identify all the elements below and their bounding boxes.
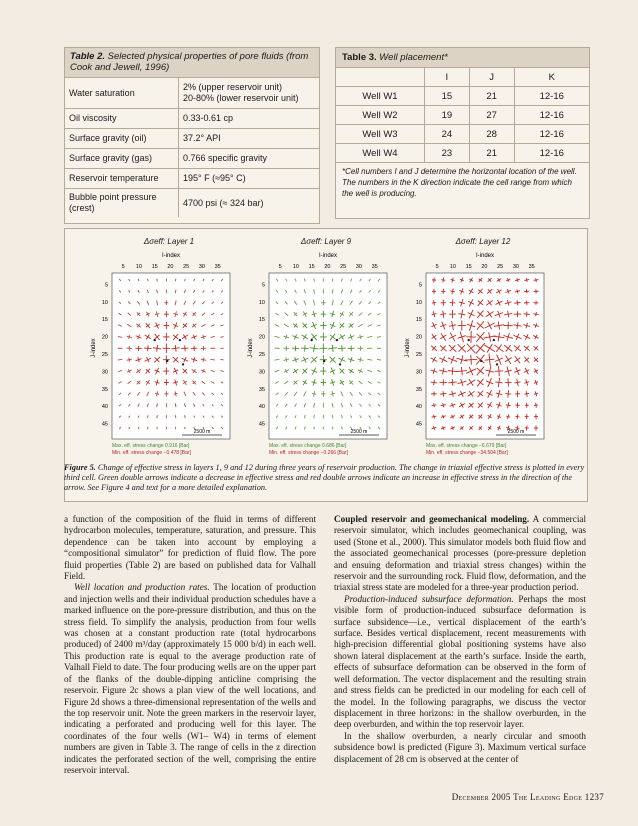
x-tick-label: 10 <box>292 264 299 270</box>
y-tick-label: 20 <box>415 334 422 341</box>
well-marker <box>496 363 498 365</box>
y-tick-label: 40 <box>415 404 422 411</box>
right-text-column <box>334 514 586 765</box>
table-row: Oil viscosity 0.33-0.61 cp <box>65 109 319 129</box>
y-tick-label: 20 <box>258 334 265 341</box>
figure-5 <box>64 228 588 502</box>
x-tick-label: 25 <box>497 264 504 270</box>
paragraph: Production-induced subsurface deformation. Perhaps the most visible form of production-induced subsurface deformation is surface subsidence—i.e., vertical displacement of the earth’s surface. Besides vertical displacement, recent measurements with high-precision differential global positioning systems have also shown lateral displacement at the earth’s surface. Inside the earth, effects of subsurface deformation can be observed in the form of well deformation. The vector displacement and the resulting strain and stress fields can be predicted in our modeling for each cell of the model. In the following paragraphs, we discuss the vector displacement in three horizons: in the shallow overburden, in the deep overburden, and within the top reservoir layer. <box>334 593 586 730</box>
stress-arrow <box>536 278 537 282</box>
stress-arrow <box>377 359 381 360</box>
table-row: Well W1 15 21 12-16 <box>336 87 589 106</box>
y-tick-label: 15 <box>415 317 422 324</box>
left-text-column <box>64 514 316 776</box>
table-2-caption: Table 2. Selected physical properties of pore fluids (from Cook and Jewell, 1996) <box>65 48 319 77</box>
stress-arrow <box>185 427 186 429</box>
x-tick-label: 5 <box>435 264 439 270</box>
x-tick-label: 25 <box>340 264 347 270</box>
y-tick-label: 15 <box>101 317 108 324</box>
x-tick-label: 25 <box>183 264 190 270</box>
well-marker <box>323 360 325 362</box>
y-tick-label: 5 <box>104 282 108 289</box>
max-stress-label: Max. eff. stress change 0.916 [Bar] <box>112 443 190 449</box>
y-tick-label: 5 <box>418 282 422 289</box>
y-tick-label: 20 <box>101 334 108 341</box>
stress-arrow <box>175 290 176 294</box>
table-row: Surface gravity (gas) 0.766 specific gravity <box>65 149 319 169</box>
y-tick-label: 25 <box>415 352 422 358</box>
plot-area <box>112 273 230 439</box>
table-row: Reservoir temperature 195° F (≈95° C) <box>65 169 319 189</box>
stress-arrow <box>432 302 436 303</box>
panel-title: Δσeff: Layer 9 <box>300 237 352 246</box>
min-stress-label: Min. eff. stress change −34.504 [Bar] <box>426 450 508 456</box>
stress-change-plots <box>65 229 587 461</box>
x-tick-label: 10 <box>135 264 142 270</box>
y-tick-label: 40 <box>101 404 108 411</box>
x-tick-label: 30 <box>198 264 206 270</box>
y-tick-label: 45 <box>101 421 108 428</box>
well-marker <box>336 339 338 341</box>
x-tick-label: 15 <box>465 264 472 270</box>
y-tick-label: 30 <box>415 369 422 376</box>
panel-title: Δσeff: Layer 12 <box>455 237 511 246</box>
j-index-label: J-index <box>405 338 411 358</box>
y-tick-label: 15 <box>258 317 265 324</box>
paragraph: In the shallow overburden, a nearly circular and smooth subsidence bowl is predicted (Figure 3). Maximum vertical surface displacement of 28 cm is observed at the center of <box>334 730 586 764</box>
y-tick-label: 45 <box>415 421 422 428</box>
stress-arrow <box>220 359 223 360</box>
stress-arrow <box>495 371 503 372</box>
well-marker <box>480 360 482 362</box>
stress-arrow <box>148 427 149 429</box>
y-tick-label: 10 <box>415 299 422 306</box>
j-index-label: J-index <box>248 338 254 358</box>
y-tick-label: 40 <box>258 404 265 411</box>
y-tick-label: 30 <box>258 369 265 376</box>
table-row: Water saturation 2% (upper reservoir unit) 20-80% (lower reservoir unit) <box>65 78 319 109</box>
x-tick-label: 35 <box>528 264 535 270</box>
stress-arrow <box>526 289 527 293</box>
stress-arrow <box>505 394 511 395</box>
x-tick-label: 15 <box>151 264 158 270</box>
x-tick-label: 10 <box>449 264 456 270</box>
table-3-body <box>336 67 589 162</box>
x-tick-label: 35 <box>214 264 221 270</box>
x-tick-label: 15 <box>308 264 315 270</box>
y-tick-label: 35 <box>415 386 422 393</box>
x-tick-label: 20 <box>324 264 331 270</box>
y-tick-label: 25 <box>258 352 265 358</box>
well-marker <box>179 339 181 341</box>
well-marker <box>339 363 341 365</box>
table-row: Well W3 24 28 12-16 <box>336 125 589 144</box>
well-marker <box>182 363 184 365</box>
table-3-caption: Table 3. Well placement* <box>336 48 589 67</box>
panel-title: Δσeff: Layer 1 <box>143 237 195 246</box>
scale-label: 2500 m <box>350 429 368 435</box>
stress-arrow <box>314 415 315 419</box>
table-row: Bubble point pressure (crest) 4700 psi (≈ 324 bar) <box>65 189 319 218</box>
scale-label: 2500 m <box>507 429 525 435</box>
paragraph: a function of the composition of the fluid in terms of different hydrocarbon molecules, temperature, saturation, and pressure. This dependence can be taken into account by employing a “compositional simulator” for prediction of fluid flow. The pore fluid properties (Table 2) are based on published data for Valhall Field. <box>64 514 316 582</box>
max-stress-label: Max. eff. stress change 0.686 [Bar] <box>269 443 347 449</box>
plot-area <box>269 273 387 439</box>
scale-label: 2500 m <box>193 429 211 435</box>
x-tick-label: 5 <box>121 264 125 270</box>
table-header-row: I J K <box>336 68 589 87</box>
stress-arrow <box>332 415 333 419</box>
y-tick-label: 45 <box>258 421 265 428</box>
plot-area <box>426 273 544 439</box>
y-tick-label: 5 <box>261 282 265 289</box>
j-index-label: J-index <box>91 338 97 358</box>
i-index-label: I-index <box>475 253 495 259</box>
stress-arrow <box>534 405 538 406</box>
min-stress-label: Min. eff. stress change −0.478 [Bar] <box>112 450 191 456</box>
table-2-body <box>65 77 319 217</box>
y-tick-label: 10 <box>101 299 108 306</box>
x-tick-label: 30 <box>355 264 363 270</box>
y-tick-label: 35 <box>101 386 108 393</box>
x-tick-label: 20 <box>481 264 488 270</box>
max-stress-label: Max. eff. stress change −6.679 [Bar] <box>426 443 507 449</box>
table-2 <box>64 47 320 224</box>
stress-arrow <box>443 391 444 396</box>
i-index-label: I-index <box>161 253 181 259</box>
well-marker <box>493 339 495 341</box>
y-tick-label: 30 <box>101 369 108 376</box>
table-row: Surface gravity (oil) 37.2° API <box>65 129 319 149</box>
table-row: Well W2 19 27 12-16 <box>336 106 589 125</box>
figure-5-caption: Figure 5. Change of effective stress in layers 1, 9 and 12 during three years of reservoir production. The change in triaxial effective stress is plotted in every third cell. Green double arrows indicate a decrease in effective stress and red double arrows indicate an increase in effective stress in the direction of the arrow. See Figure 4 and text for a more detailed explanation. <box>64 463 585 492</box>
stress-arrow <box>157 290 158 294</box>
table-3 <box>335 47 590 219</box>
paragraph: Coupled reservoir and geomechanical modeling. A commercial reservoir simulator, which includes geomechanical coupling, was used (Stone et al., 2000). This simulator models both fluid flow and the associated geomechanical processes (pore-pressure depletion and ensuing deformation and triaxial stress changes) within the reservoir and the surrounding rock. Fluid flow, deformation, and the triaxial stress state are modeled for a three-year production period. <box>334 514 586 593</box>
x-tick-label: 20 <box>167 264 174 270</box>
min-stress-label: Min. eff. stress change −0.266 [Bar] <box>269 450 348 456</box>
stress-arrow <box>515 416 519 417</box>
y-tick-label: 35 <box>258 386 265 393</box>
well-marker <box>310 339 312 341</box>
x-tick-label: 5 <box>278 264 282 270</box>
table-row: Well W4 23 21 12-16 <box>336 144 589 163</box>
paragraph: Well location and production rates. The location of production and injection wells and their individual production schedules have a marked influence on the pore-pressure distribution, and thus on the stress field. To simplify the analysis, production from four wells was chosen at a constant production rate (total hydrocarbons produced) of 2400 m³/day (approximately 15 000 b/d) in each well. This production rate is equal to the average production rate of Valhall Field to date. The four producing wells are on the upper part of the flanks of the double-dipping anticline comprising the reservoir. Figure 2c shows a plan view of the well locations, and Figure 2d shows a three-dimensional representation of the wells and the top reservoir unit. Note the green markers in the reservoir layer, indicating a perforated and producing well for this layer. The coordinates of the four wells (W1– W4) in terms of element numbers are given in Table 3. The range of cells in the z direction indicates the perforated section of the well, comprising the entire reservoir interval. <box>64 582 316 775</box>
table-3-note: *Cell numbers I and J determine the horizontal location of the well. The numbers in the K direction indicate the cell range from which the well is producing. <box>336 162 589 202</box>
y-tick-label: 25 <box>101 352 108 358</box>
x-tick-label: 30 <box>512 264 520 270</box>
page-footer: December 2005 The Leading Edge 1237 <box>451 792 604 802</box>
well-marker <box>467 339 469 341</box>
x-tick-label: 35 <box>371 264 378 270</box>
well-marker <box>153 339 155 341</box>
y-tick-label: 10 <box>258 299 265 306</box>
i-index-label: I-index <box>318 253 338 259</box>
well-marker <box>166 360 168 362</box>
